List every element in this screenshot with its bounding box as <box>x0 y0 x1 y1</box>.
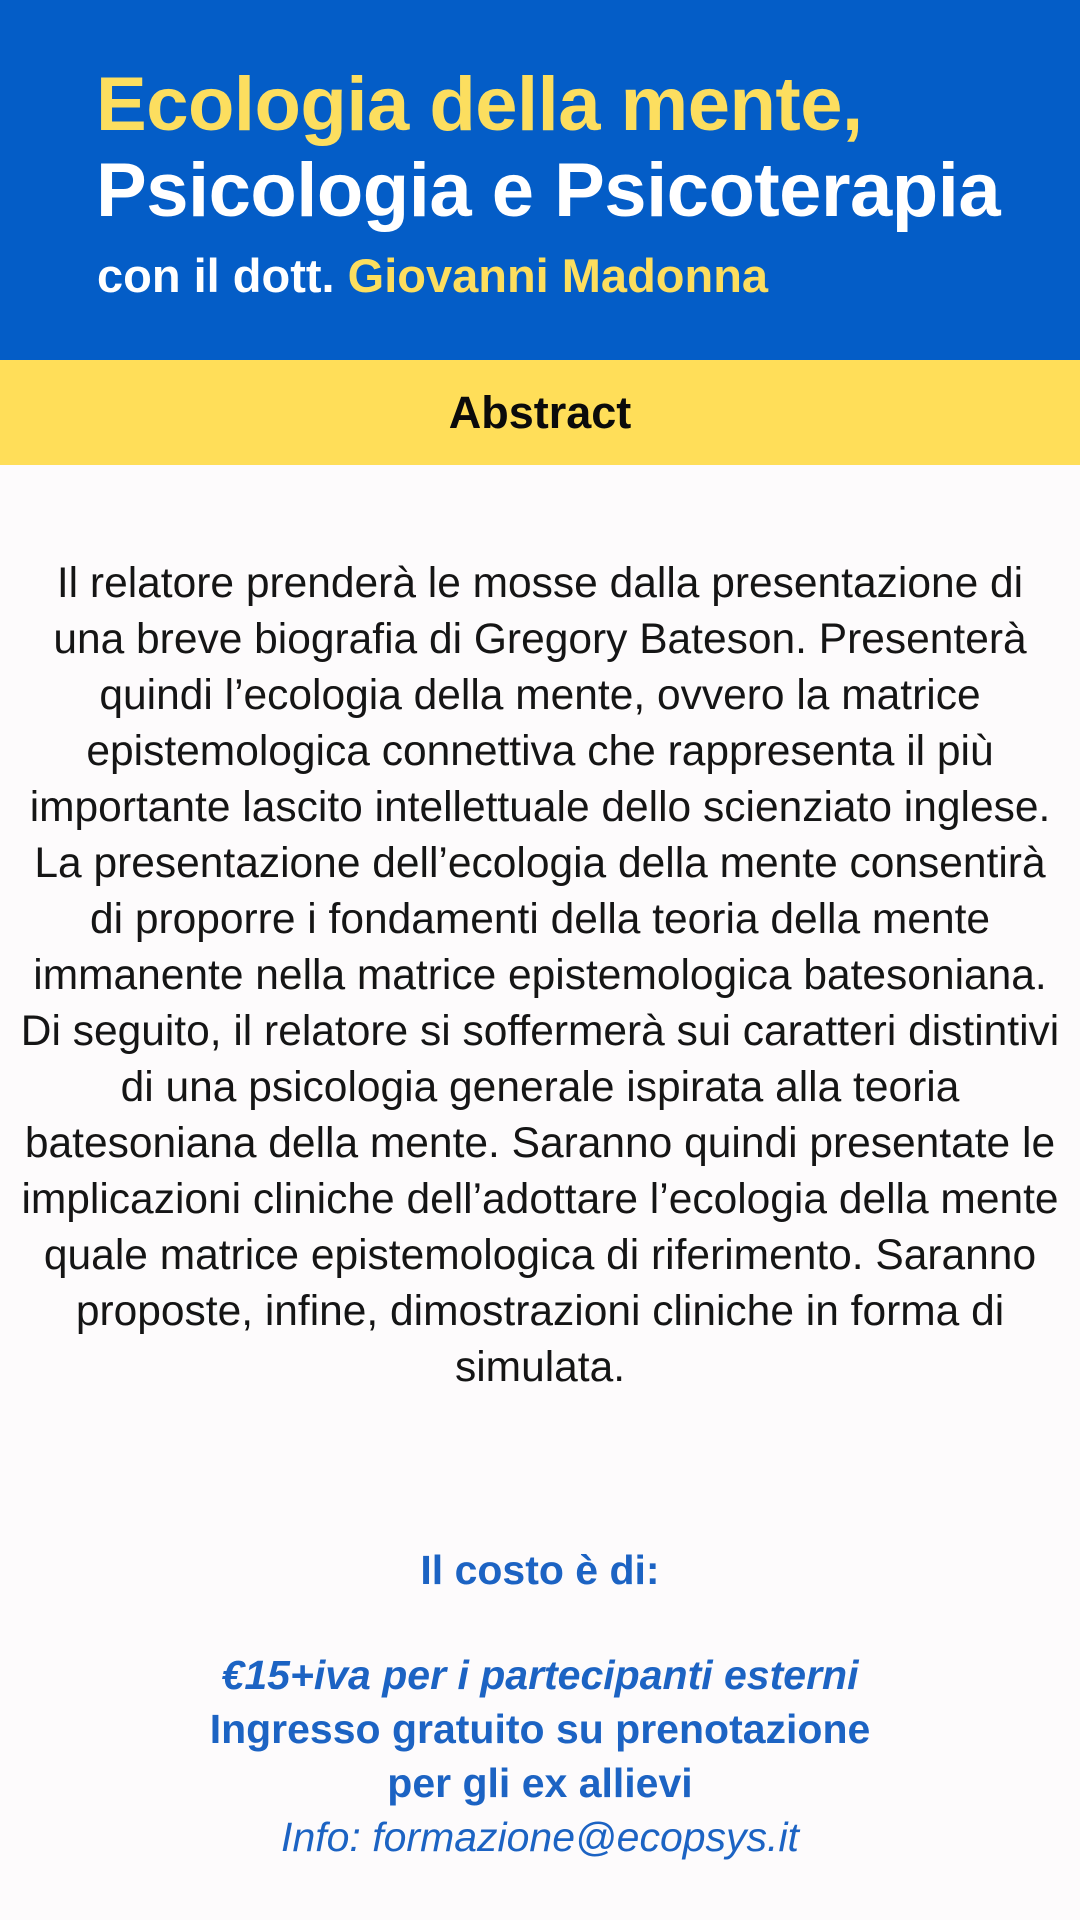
cost-heading: Il costo è di: <box>420 1547 660 1593</box>
pricing-details <box>0 1648 1080 1864</box>
title-line-2: Psicologia e Psicoterapia <box>96 148 1001 233</box>
info-email: Info: formazione@ecopsys.it <box>281 1814 799 1860</box>
speaker-line <box>97 246 768 306</box>
abstract-heading: Abstract <box>448 386 632 438</box>
free-entry-line-2: per gli ex allievi <box>387 1760 693 1806</box>
speaker-prefix: con il dott. <box>97 249 348 302</box>
free-entry-line-1: Ingresso gratuito su prenotazione <box>209 1706 871 1752</box>
header-banner <box>0 0 1080 360</box>
external-price: €15+iva per i partecipanti esterni <box>221 1652 859 1698</box>
abstract-body: Il relatore prenderà le mosse dalla presentazione di una breve biografia di Gregory Bateson. Presenterà quindi l’ecologia della mente, ovvero la matrice epistemologica connettiva che rappresenta il più importante lascito intellettuale dello scienziato inglese. La presentazione dell’ecologia della mente consentirà di proporre i fondamenti della teoria della mente immanente nella matrice epistemologica batesoniana. Di seguito, il relatore si soffermerà sui caratteri distintivi di una psicologia generale ispirata alla teoria batesoniana della mente. Saranno quindi presentate le implicazioni cliniche dell’adottare l’ecologia della mente quale matrice epistemologica di riferimento. Saranno proposte, infine, dimostrazioni cliniche in forma di simulata. <box>20 560 1060 1391</box>
title-line-1: Ecologia della mente, <box>96 62 863 147</box>
speaker-name: Giovanni Madonna <box>347 249 769 302</box>
abstract-heading-bar <box>0 360 1080 465</box>
page-title <box>96 62 1000 234</box>
